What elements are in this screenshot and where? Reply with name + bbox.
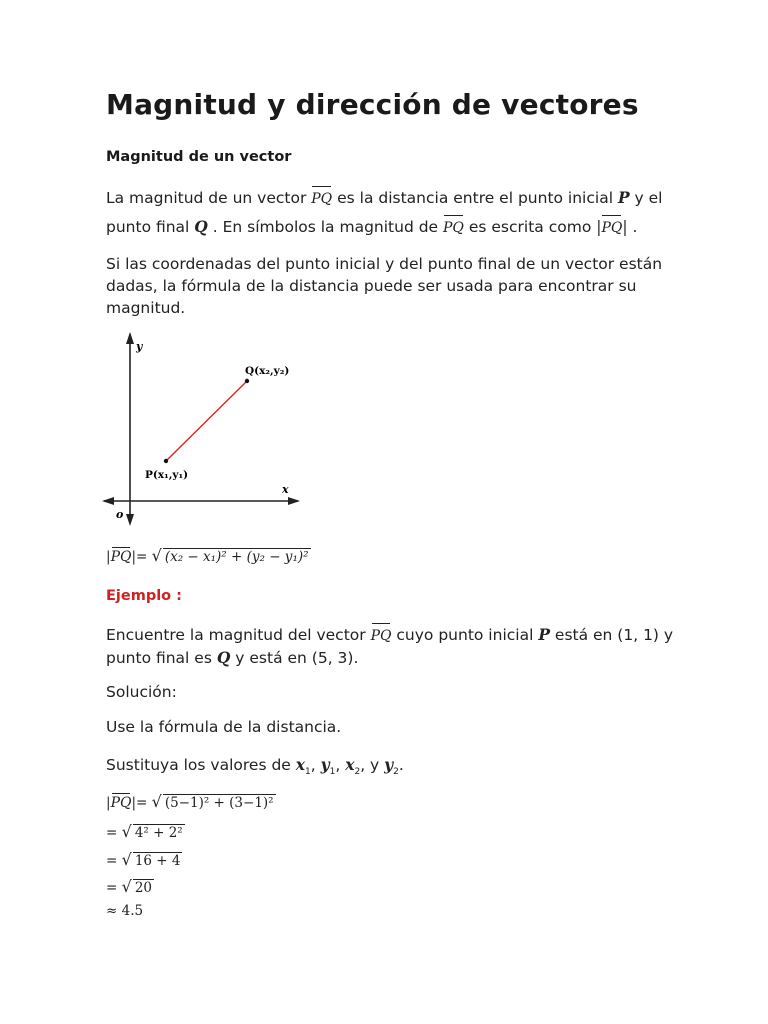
var-x2: x bbox=[345, 755, 355, 774]
paragraph-coordinates: Si las coordenadas del punto inicial y del punto final de un vector están dadas, la fórmula de la distancia puede ser usada para encontrar su magnitud. bbox=[106, 255, 663, 317]
subscript: 2 bbox=[354, 767, 361, 778]
step-3-radicand: 16 + 4 bbox=[134, 853, 181, 869]
subscript: 1 bbox=[305, 767, 311, 778]
text-span: y está en (5, 3). bbox=[235, 649, 359, 667]
text-span: . En símbolos la magnitud de bbox=[212, 218, 444, 236]
vector-pq: PQ bbox=[601, 217, 622, 239]
step-2-radicand: 4² + 2² bbox=[134, 825, 183, 841]
text-span: . bbox=[398, 756, 404, 774]
text-span: , bbox=[335, 756, 346, 774]
text-span: y el bbox=[634, 189, 663, 207]
sqrt-icon: √ bbox=[121, 850, 132, 869]
step-1: |PQ|= √ (5−1)² + (3−1)² bbox=[106, 792, 274, 811]
var-y1: y bbox=[320, 755, 330, 774]
text-span: punto final bbox=[106, 218, 195, 236]
text-span: está en (1, 1) y bbox=[554, 626, 674, 644]
y-axis-arrow-down-icon bbox=[126, 514, 134, 526]
vector-pq: PQ bbox=[311, 188, 332, 210]
var-x1: x bbox=[295, 755, 305, 774]
solution-label: Solución: bbox=[106, 683, 177, 701]
step-4-radicand: 20 bbox=[134, 880, 152, 896]
segment-pq bbox=[166, 381, 247, 461]
text-span: es escrita como bbox=[468, 218, 597, 236]
point-q-label: Q(x₂,y₂) bbox=[245, 365, 290, 377]
subscript: 2 bbox=[393, 767, 399, 778]
vector-pq: PQ bbox=[443, 217, 464, 239]
text-span: Encuentre la magnitud del vector bbox=[106, 626, 371, 644]
distance-formula: |PQ|= √ (x₂ − x₁)² + (y₂ − y₁)² bbox=[106, 546, 309, 565]
text-span: . bbox=[632, 218, 638, 236]
use-formula-text: Use la fórmula de la distancia. bbox=[106, 718, 342, 736]
sqrt-icon: √ bbox=[151, 546, 162, 565]
text-span: cuyo punto inicial bbox=[396, 626, 539, 644]
sqrt-icon: √ bbox=[121, 822, 132, 841]
x-axis-arrow-left-icon bbox=[102, 497, 114, 505]
point-p-label: P(x₁,y₁) bbox=[145, 469, 189, 481]
paragraph-definition bbox=[106, 187, 726, 239]
sqrt-icon: √ bbox=[121, 877, 132, 896]
subscript: 1 bbox=[329, 767, 336, 778]
point-q-dot bbox=[245, 379, 249, 383]
x-axis-arrow-icon bbox=[288, 497, 300, 505]
point-q: Q bbox=[216, 648, 231, 667]
origin-label: o bbox=[116, 508, 124, 521]
formula-radicand: (x₂ − x₁)² + (y₂ − y₁)² bbox=[164, 549, 309, 565]
magnitude-notation: |PQ| bbox=[596, 218, 627, 236]
section-subtitle: Magnitud de un vector bbox=[106, 149, 292, 165]
example-statement bbox=[106, 624, 726, 669]
sqrt-icon: √ bbox=[151, 792, 162, 811]
text-span: es la distancia entre el punto inicial bbox=[337, 189, 618, 207]
step-4: = √ 20 bbox=[106, 877, 152, 896]
distance-figure bbox=[100, 330, 310, 530]
point-p: P bbox=[617, 188, 630, 207]
y-axis-label: y bbox=[136, 340, 143, 353]
substitute-text bbox=[106, 754, 404, 783]
y-axis-arrow-icon bbox=[126, 332, 134, 344]
text-span: , y bbox=[360, 756, 385, 774]
point-p: P bbox=[538, 625, 550, 644]
step-1-radicand: (5−1)² + (3−1)² bbox=[164, 795, 274, 811]
step-3: = √ 16 + 4 bbox=[106, 850, 181, 869]
text-span: punto final es bbox=[106, 649, 217, 667]
step-5: ≈ 4.5 bbox=[106, 903, 144, 919]
example-label: Ejemplo : bbox=[106, 588, 182, 604]
point-p-dot bbox=[164, 459, 168, 463]
step-2: = √ 4² + 2² bbox=[106, 822, 183, 841]
text-span: La magnitud de un vector bbox=[106, 189, 312, 207]
x-axis-label: x bbox=[282, 483, 289, 496]
document-page bbox=[106, 88, 726, 121]
vector-pq: PQ bbox=[110, 549, 132, 565]
page-title: Magnitud y dirección de vectores bbox=[106, 88, 639, 121]
section-heading bbox=[106, 149, 291, 165]
var-y2: y bbox=[384, 755, 394, 774]
vector-pq: PQ bbox=[371, 625, 392, 647]
point-q: Q bbox=[194, 217, 208, 236]
text-span: Sustituya los valores de bbox=[106, 756, 296, 774]
text-span: , bbox=[310, 756, 321, 774]
vector-pq: PQ bbox=[110, 795, 132, 811]
